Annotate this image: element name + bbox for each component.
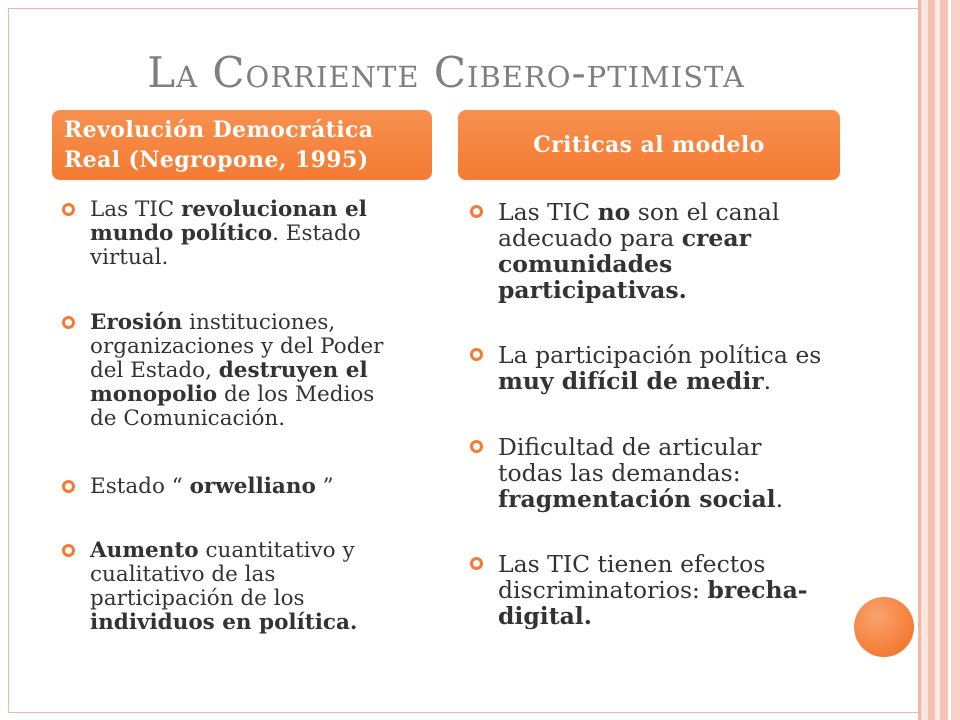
bullet-line bbox=[90, 383, 383, 407]
bullet-line bbox=[498, 434, 783, 460]
left-bullet-1 bbox=[90, 198, 367, 270]
bullet-text: Dificultad de articular bbox=[498, 433, 762, 461]
bullet-text: son el canal bbox=[630, 198, 780, 226]
left-column-header: Revolución Democrática Real (Negropone, 1995) bbox=[52, 110, 432, 180]
bullet-circle-icon bbox=[470, 440, 483, 453]
bullet-line bbox=[90, 246, 367, 270]
bullet-text: cuantitativo y bbox=[198, 538, 355, 563]
bullet-bold-text: no bbox=[597, 198, 631, 226]
bullet-line bbox=[90, 311, 383, 335]
bullet-line bbox=[498, 225, 779, 251]
bullet-bold-text: crear bbox=[681, 224, 751, 252]
bullet-bold-text: comunidades bbox=[498, 250, 673, 278]
bullet-text: Las TIC tienen efectos bbox=[498, 550, 766, 578]
right-bullet-4 bbox=[498, 551, 808, 629]
bullet-text: todas las demandas: bbox=[498, 459, 741, 487]
bullet-line bbox=[90, 407, 383, 431]
bullet-circle-icon bbox=[470, 348, 483, 361]
right-bullet-2 bbox=[498, 342, 821, 394]
bullet-line bbox=[90, 587, 357, 611]
bullet-line bbox=[498, 277, 779, 303]
bullet-line bbox=[498, 342, 821, 368]
right-bullet-3 bbox=[498, 434, 783, 512]
decorative-orange-circle-icon bbox=[854, 597, 914, 657]
bullet-bold-text: orwelliano bbox=[189, 474, 316, 499]
bullet-text: de Comunicación. bbox=[90, 406, 286, 431]
bullet-text: cualitativo de las bbox=[90, 562, 276, 587]
bullet-circle-icon bbox=[62, 544, 75, 557]
bullet-text: . Estado bbox=[272, 221, 361, 246]
bullet-bold-text: revolucionan el bbox=[181, 197, 367, 222]
slide-title: La Corriente Cibero-ptimista bbox=[147, 48, 745, 97]
bullet-line bbox=[498, 577, 808, 603]
bullet-text: Las TIC bbox=[90, 197, 182, 222]
bullet-bold-text: fragmentación social bbox=[498, 485, 776, 513]
bullet-line bbox=[498, 460, 783, 486]
bullet-text: . bbox=[775, 485, 784, 513]
bullet-text: ” bbox=[315, 474, 334, 499]
bullet-line bbox=[498, 368, 821, 394]
bullet-circle-icon bbox=[62, 316, 75, 329]
bullet-text: de los Medios bbox=[217, 382, 375, 407]
right-bullet-1 bbox=[498, 199, 779, 303]
left-bullet-4 bbox=[90, 539, 357, 635]
bullet-text: instituciones, bbox=[182, 310, 336, 335]
bullet-bold-text: brecha- bbox=[707, 576, 808, 604]
bullet-line bbox=[90, 198, 367, 222]
bullet-line bbox=[90, 359, 383, 383]
bullet-bold-text: monopolio bbox=[90, 382, 218, 407]
bullet-text: La participación política es bbox=[498, 341, 822, 369]
bullet-line bbox=[90, 335, 383, 359]
bullet-text: organizaciones y del Poder bbox=[90, 334, 384, 359]
bullet-bold-text: individuos en política. bbox=[90, 610, 358, 635]
bullet-circle-icon bbox=[470, 557, 483, 570]
decorative-stripes bbox=[918, 0, 960, 720]
bullet-bold-text: digital. bbox=[498, 602, 592, 630]
bullet-bold-text: muy difícil de medir bbox=[498, 367, 764, 395]
bullet-line bbox=[90, 539, 357, 563]
bullet-circle-icon bbox=[470, 205, 483, 218]
bullet-line bbox=[498, 251, 779, 277]
bullet-line bbox=[90, 222, 367, 246]
bullet-bold-text: destruyen el bbox=[218, 358, 368, 383]
bullet-line bbox=[498, 551, 808, 577]
bullet-line bbox=[90, 475, 334, 499]
bullet-text: adecuado para bbox=[498, 224, 682, 252]
bullet-bold-text: mundo político bbox=[90, 221, 273, 246]
bullet-text: participación de los bbox=[90, 586, 305, 611]
right-column-header: Criticas al modelo bbox=[458, 110, 840, 180]
bullet-text: Estado “ bbox=[90, 474, 190, 499]
bullet-circle-icon bbox=[62, 480, 75, 493]
left-bullet-3 bbox=[90, 475, 334, 499]
left-bullet-2 bbox=[90, 311, 383, 431]
bullet-line bbox=[498, 199, 779, 225]
bullet-text: . bbox=[763, 367, 772, 395]
bullet-text: virtual. bbox=[90, 245, 169, 270]
bullet-bold-text: Aumento bbox=[90, 538, 199, 563]
bullet-text: Las TIC bbox=[498, 198, 598, 226]
bullet-line bbox=[90, 611, 357, 635]
bullet-line bbox=[498, 603, 808, 629]
bullet-line bbox=[498, 486, 783, 512]
bullet-bold-text: participativas. bbox=[498, 276, 687, 304]
bullet-line bbox=[90, 563, 357, 587]
bullet-text: del Estado, bbox=[90, 358, 219, 383]
bullet-circle-icon bbox=[62, 203, 75, 216]
bullet-bold-text: Erosión bbox=[90, 310, 183, 335]
bullet-text: discriminatorios: bbox=[498, 576, 708, 604]
